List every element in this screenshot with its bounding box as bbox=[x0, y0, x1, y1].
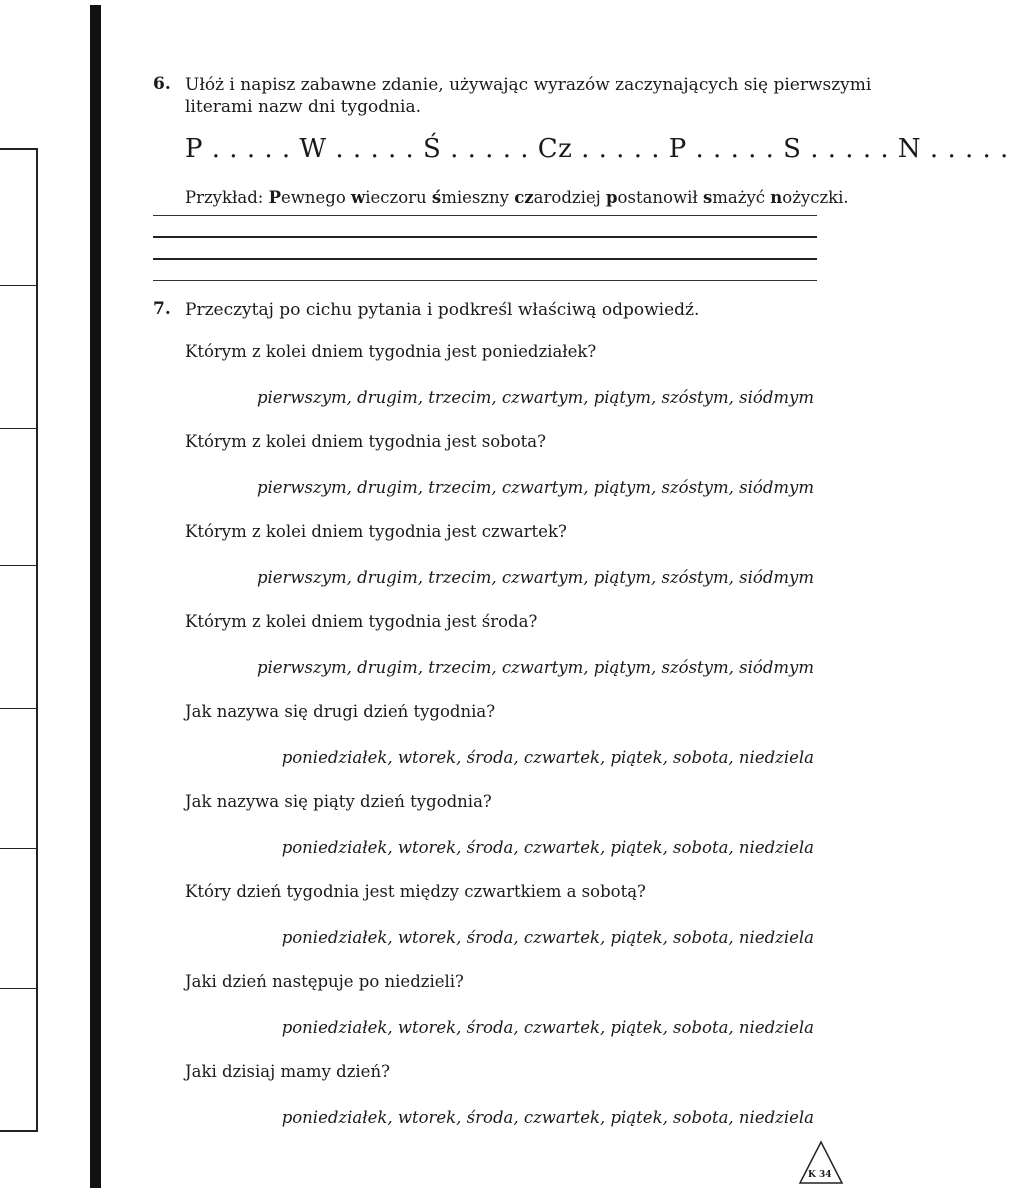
example-words bbox=[269, 188, 849, 207]
example-word-rest: ewnego bbox=[280, 188, 352, 207]
question-text: Jak nazywa się piąty dzień tygodnia? bbox=[185, 792, 492, 811]
example-initial-letter: s bbox=[702, 188, 713, 207]
instruction-line: literami nazw dni tygodnia. bbox=[185, 97, 422, 117]
margin-tick bbox=[0, 428, 36, 429]
example-sentence bbox=[185, 188, 849, 207]
question-text: Którym z kolei dniem tygodnia jest środa? bbox=[185, 612, 538, 631]
example-word-rest: arodziej bbox=[533, 188, 606, 207]
example-word-rest: mieszny bbox=[441, 188, 515, 207]
question-text: Którym z kolei dniem tygodnia jest poniedziałek? bbox=[185, 342, 597, 361]
question-text: Jak nazywa się drugi dzień tygodnia? bbox=[185, 702, 496, 721]
page-badge-label: K 34 bbox=[808, 1170, 832, 1180]
answer-options[interactable]: poniedziałek, wtorek, środa, czwartek, piątek, sobota, niedziela bbox=[281, 838, 814, 857]
writing-line[interactable] bbox=[153, 236, 817, 238]
example-word-rest: mażyć bbox=[712, 188, 771, 207]
exercise-7-number: 7. bbox=[153, 299, 171, 319]
margin-tick bbox=[0, 708, 36, 709]
answer-options[interactable]: pierwszym, drugim, trzecim, czwartym, piątym, szóstym, siódmym bbox=[256, 388, 814, 407]
binding-spine bbox=[90, 5, 101, 1188]
example-label: Przykład: bbox=[185, 188, 269, 207]
answer-options[interactable]: poniedziałek, wtorek, środa, czwartek, piątek, sobota, niedziela bbox=[281, 1018, 814, 1037]
writing-line[interactable] bbox=[153, 280, 817, 281]
answer-options[interactable]: pierwszym, drugim, trzecim, czwartym, piątym, szóstym, siódmym bbox=[256, 478, 814, 497]
answer-options[interactable]: pierwszym, drugim, trzecim, czwartym, piątym, szóstym, siódmym bbox=[256, 658, 814, 677]
instruction-line: Ułóż i napisz zabawne zdanie, używając wyrazów zaczynających się pierwszymi bbox=[185, 75, 872, 95]
margin-tick bbox=[0, 848, 36, 849]
question-text: Którym z kolei dniem tygodnia jest sobota? bbox=[185, 432, 546, 451]
question-text: Którym z kolei dniem tygodnia jest czwartek? bbox=[185, 522, 567, 541]
exercise-6-instruction bbox=[185, 74, 871, 118]
question-text: Jaki dzisiaj mamy dzień? bbox=[185, 1062, 390, 1081]
margin-frame bbox=[0, 148, 38, 1132]
answer-options[interactable]: poniedziałek, wtorek, środa, czwartek, piątek, sobota, niedziela bbox=[281, 748, 814, 767]
example-initial-letter: n bbox=[770, 188, 783, 207]
writing-line[interactable] bbox=[153, 258, 817, 260]
question-text: Który dzień tygodnia jest między czwartkiem a sobotą? bbox=[185, 882, 646, 901]
answer-options[interactable]: poniedziałek, wtorek, środa, czwartek, piątek, sobota, niedziela bbox=[281, 928, 814, 947]
answer-options[interactable]: poniedziałek, wtorek, środa, czwartek, piątek, sobota, niedziela bbox=[281, 1108, 814, 1127]
example-word-rest: ostanowił bbox=[617, 188, 703, 207]
margin-tick bbox=[0, 285, 36, 286]
example-word-rest: ieczoru bbox=[365, 188, 432, 207]
writing-line[interactable] bbox=[153, 215, 817, 216]
example-initial-letter: ś bbox=[431, 188, 442, 207]
margin-tick bbox=[0, 565, 36, 566]
exercise-7-instruction: Przeczytaj po cichu pytania i podkreśl właściwą odpowiedź. bbox=[185, 300, 700, 320]
margin-tick bbox=[0, 988, 36, 989]
question-text: Jaki dzień następuje po niedzieli? bbox=[185, 972, 464, 991]
example-initial-letter: P bbox=[268, 188, 281, 207]
example-initial-letter: cz bbox=[514, 188, 534, 207]
exercise-6-number: 6. bbox=[153, 74, 171, 94]
example-word-rest: ożyczki. bbox=[782, 188, 849, 207]
answer-options[interactable]: pierwszym, drugim, trzecim, czwartym, piątym, szóstym, siódmym bbox=[256, 568, 814, 587]
example-initial-letter: p bbox=[606, 188, 618, 207]
day-letters: P . . . . . W . . . . . Ś . . . . . Cz . . . . . P . . . . . S . . . . . N . . . . . bbox=[185, 134, 1009, 164]
example-initial-letter: w bbox=[351, 188, 366, 207]
